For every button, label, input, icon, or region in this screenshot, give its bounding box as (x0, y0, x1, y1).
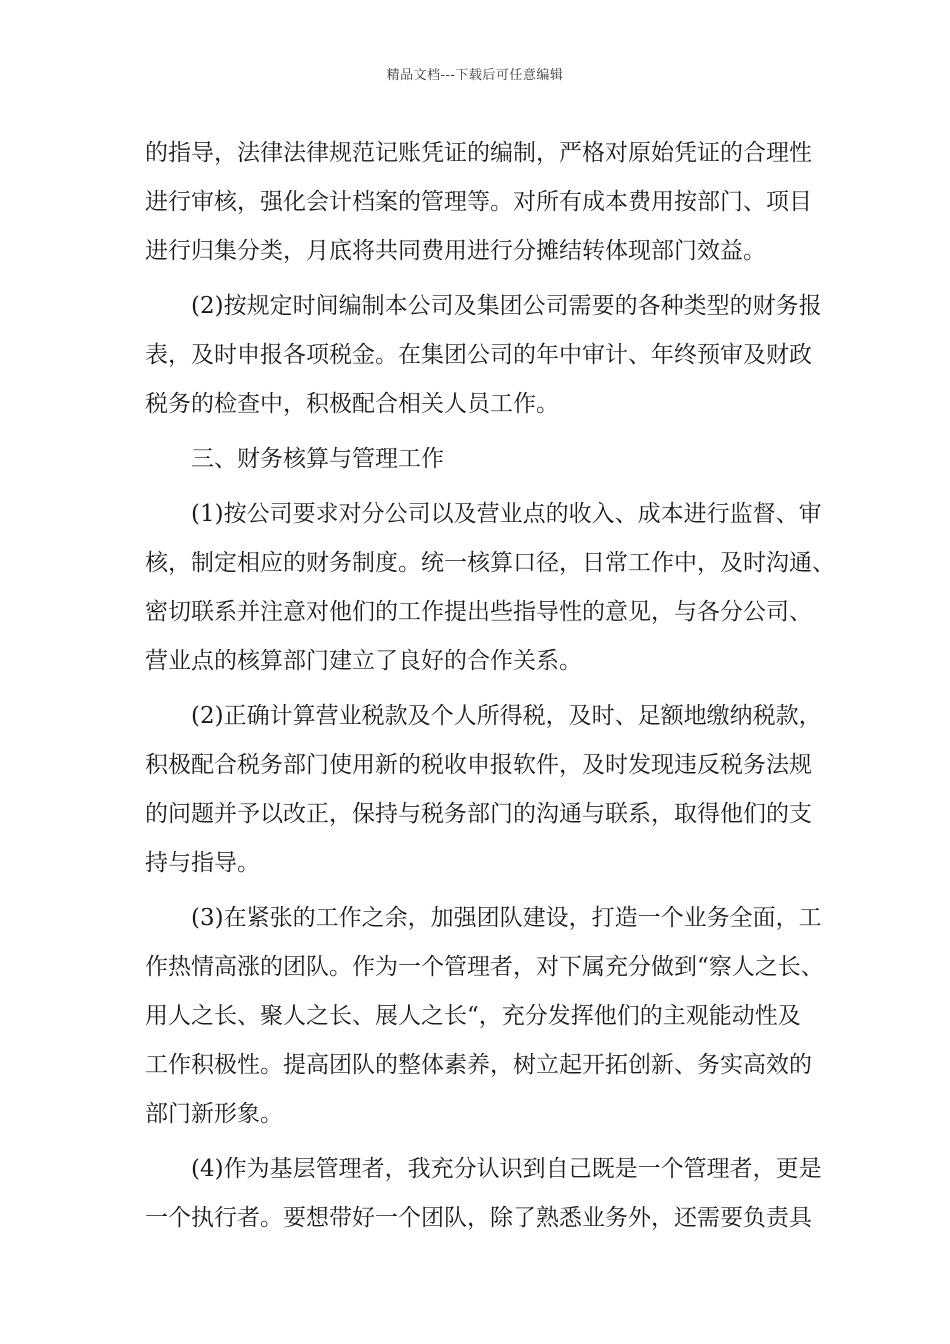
text-line: 密切联系并注意对他们的工作提出些指导性的意见，与各分公司、 (145, 599, 812, 625)
text-line: 进行审核，强化会计档案的管理等。对所有成本费用按部门、项目 (145, 189, 812, 215)
paragraph-2 (145, 282, 835, 429)
paragraph-1 (145, 129, 835, 276)
text-line: 部门新形象。 (145, 1101, 283, 1127)
text-line: (4)作为基层管理者，我充分认识到自己既是一个管理者，更是 (191, 1156, 822, 1182)
text-line: 税务的检查中，积极配合相关人员工作。 (145, 391, 559, 417)
text-line: (2)正确计算营业税款及个人所得税，及时、足额地缴纳税款， (191, 703, 822, 729)
text-line: (2)按规定时间编制本公司及集团公司需要的各种类型的财务报 (191, 293, 822, 319)
text-line: 营业点的核算部门建立了良好的合作关系。 (145, 648, 582, 674)
paragraph-3 (145, 490, 835, 686)
text-line: (3)在紧张的工作之余，加强团队建设，打造一个业务全面，工 (191, 905, 822, 931)
section-heading (145, 435, 835, 484)
paragraph-5 (145, 894, 835, 1139)
text-line: 积极配合税务部门使用新的税收申报软件，及时发现违反税务法规 (145, 752, 812, 778)
text-line: 表，及时申报各项税金。在集团公司的年中审计、年终预审及财政 (145, 342, 812, 368)
text-line: 三、财务核算与管理工作 (191, 446, 444, 472)
text-line: 进行归集分类，月底将共同费用进行分摊结转体现部门效益。 (145, 238, 766, 264)
page-header: 精品文档---下载后可任意编辑 (386, 68, 564, 83)
text-line: 的指导，法律法律规范记账凭证的编制，严格对原始凭证的合理性 (145, 140, 812, 166)
text-line: 作热情高涨的团队。作为一个管理者，对下属充分做到“察人之长、 (145, 954, 824, 980)
text-line: 用人之长、聚人之长、展人之长“，充分发挥他们的主观能动性及 (145, 1003, 801, 1029)
text-line: 一个执行者。要想带好一个团队，除了熟悉业务外，还需要负责具 (145, 1205, 812, 1231)
paragraph-6 (145, 1145, 835, 1243)
document-body (145, 129, 835, 1249)
text-line: 的问题并予以改正，保持与税务部门的沟通与联系，取得他们的支 (145, 801, 812, 827)
text-line: 持与指导。 (145, 850, 260, 876)
text-line: 工作积极性。提高团队的整体素养，树立起开拓创新、务实高效的 (145, 1052, 812, 1078)
paragraph-4 (145, 692, 835, 888)
text-line: (1)按公司要求对分公司以及营业点的收入、成本进行监督、审 (191, 501, 822, 527)
text-line: 核，制定相应的财务制度。统一核算口径，日常工作中，及时沟通、 (145, 550, 835, 576)
